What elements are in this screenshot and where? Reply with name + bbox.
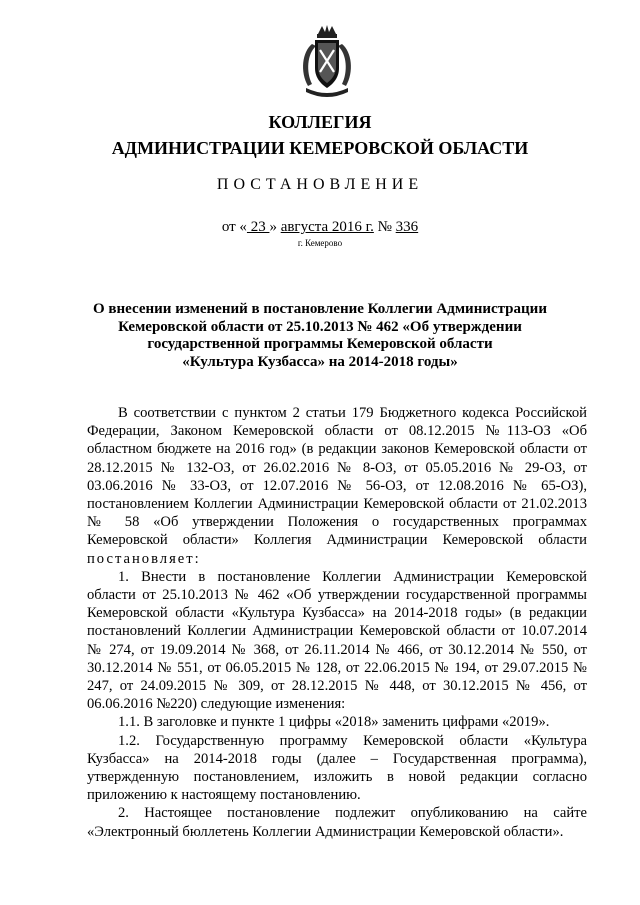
city: г. Кемерово: [297, 238, 343, 248]
date-month-year: августа 2016 г.: [280, 219, 374, 235]
kemerovo-coat-of-arms-icon: [298, 24, 356, 100]
document-type: ПОСТАНОВЛЕНИЕ: [216, 176, 424, 193]
document-body: [87, 404, 587, 841]
date-mid: »: [269, 219, 281, 235]
paragraph-1-1: 1.1. В заголовке и пункте 1 цифры «2018» заменить цифрами «2019».: [118, 714, 550, 731]
title-line: государственной программы Кемеровской области: [147, 336, 493, 352]
number-sign: №: [373, 219, 396, 235]
date-prefix: от «: [221, 219, 247, 235]
document-title: [0, 301, 640, 371]
date-day: 23: [246, 219, 270, 235]
title-line: Кемеровской области от 25.10.2013 № 462 «Об утверждении: [118, 318, 522, 335]
intro-text: В соответствии с пунктом 2 статьи 179 Бюджетного кодекса Российской Федерации, Законом Кемеровской области от 08.12.2015 №113-ОЗ «Об областном бюджете на 2016 год» (в редакции законов Кемеровской области от 28.12.2015 № 132-ОЗ, от 26.02.2016 № 8-ОЗ, от 05.05.2016 № 29-ОЗ, от 03.06.2016 № 33-ОЗ, от 12.07.2016 № 56-ОЗ, от 12.08.2016 № 65-ОЗ), постановлением Коллегии Администрации Кемеровской области от 21.02.2013 № 58 «Об утверждении Положения о государственных программах Кемеровской области» Коллегия Администрации Кемеровской области: [87, 405, 587, 549]
paragraph-1: 1. Внести в постановление Коллегии Администрации Кемеровской области от 25.10.2013 № 462 «Об утверждении государственной программы Кемеровской области «Культура Кузбасса» на 2014-2018 годы» (в редакции постановлений Коллегии Администрации Кемеровской области от 10.07.2014 № 274, от 19.09.2014 № 368, от 26.11.2014 № 466, от 30.12.2014 № 550, от 30.12.2014 № 551, от 06.05.2015 № 128, от 22.06.2015 № 194, от 29.07.2015 № 247, от 24.09.2015 № 309, от 28.12.2015 № 448, от 30.12.2015 № 456, от 06.06.2016 №220) следующие изменения:: [87, 568, 587, 713]
paragraph-2: 2. Настоящее постановление подлежит опубликованию на сайте «Электронный бюллетень Коллегии Администрации Кемеровской области».: [87, 805, 587, 840]
org-line-1: КОЛЛЕГИЯ: [268, 112, 372, 132]
date-line: [0, 219, 640, 236]
document-number: 336: [395, 219, 419, 235]
title-line: О внесении изменений в постановление Коллегии Администрации: [93, 301, 547, 317]
intro-paragraph: [87, 404, 587, 568]
org-line-2: АДМИНИСТРАЦИИ КЕМЕРОВСКОЙ ОБЛАСТИ: [111, 138, 529, 158]
intro-resolves: постановляет:: [87, 550, 201, 567]
title-line: «Культура Кузбасса» на 2014-2018 годы»: [182, 353, 458, 370]
paragraph-1-2: 1.2. Государственную программу Кемеровской области «Культура Кузбасса» на 2014-2018 годы (далее – Государственная программа), утвержденную постановлением, изложить в новой редакции согласно приложению к настоящему постановлению.: [87, 732, 587, 804]
